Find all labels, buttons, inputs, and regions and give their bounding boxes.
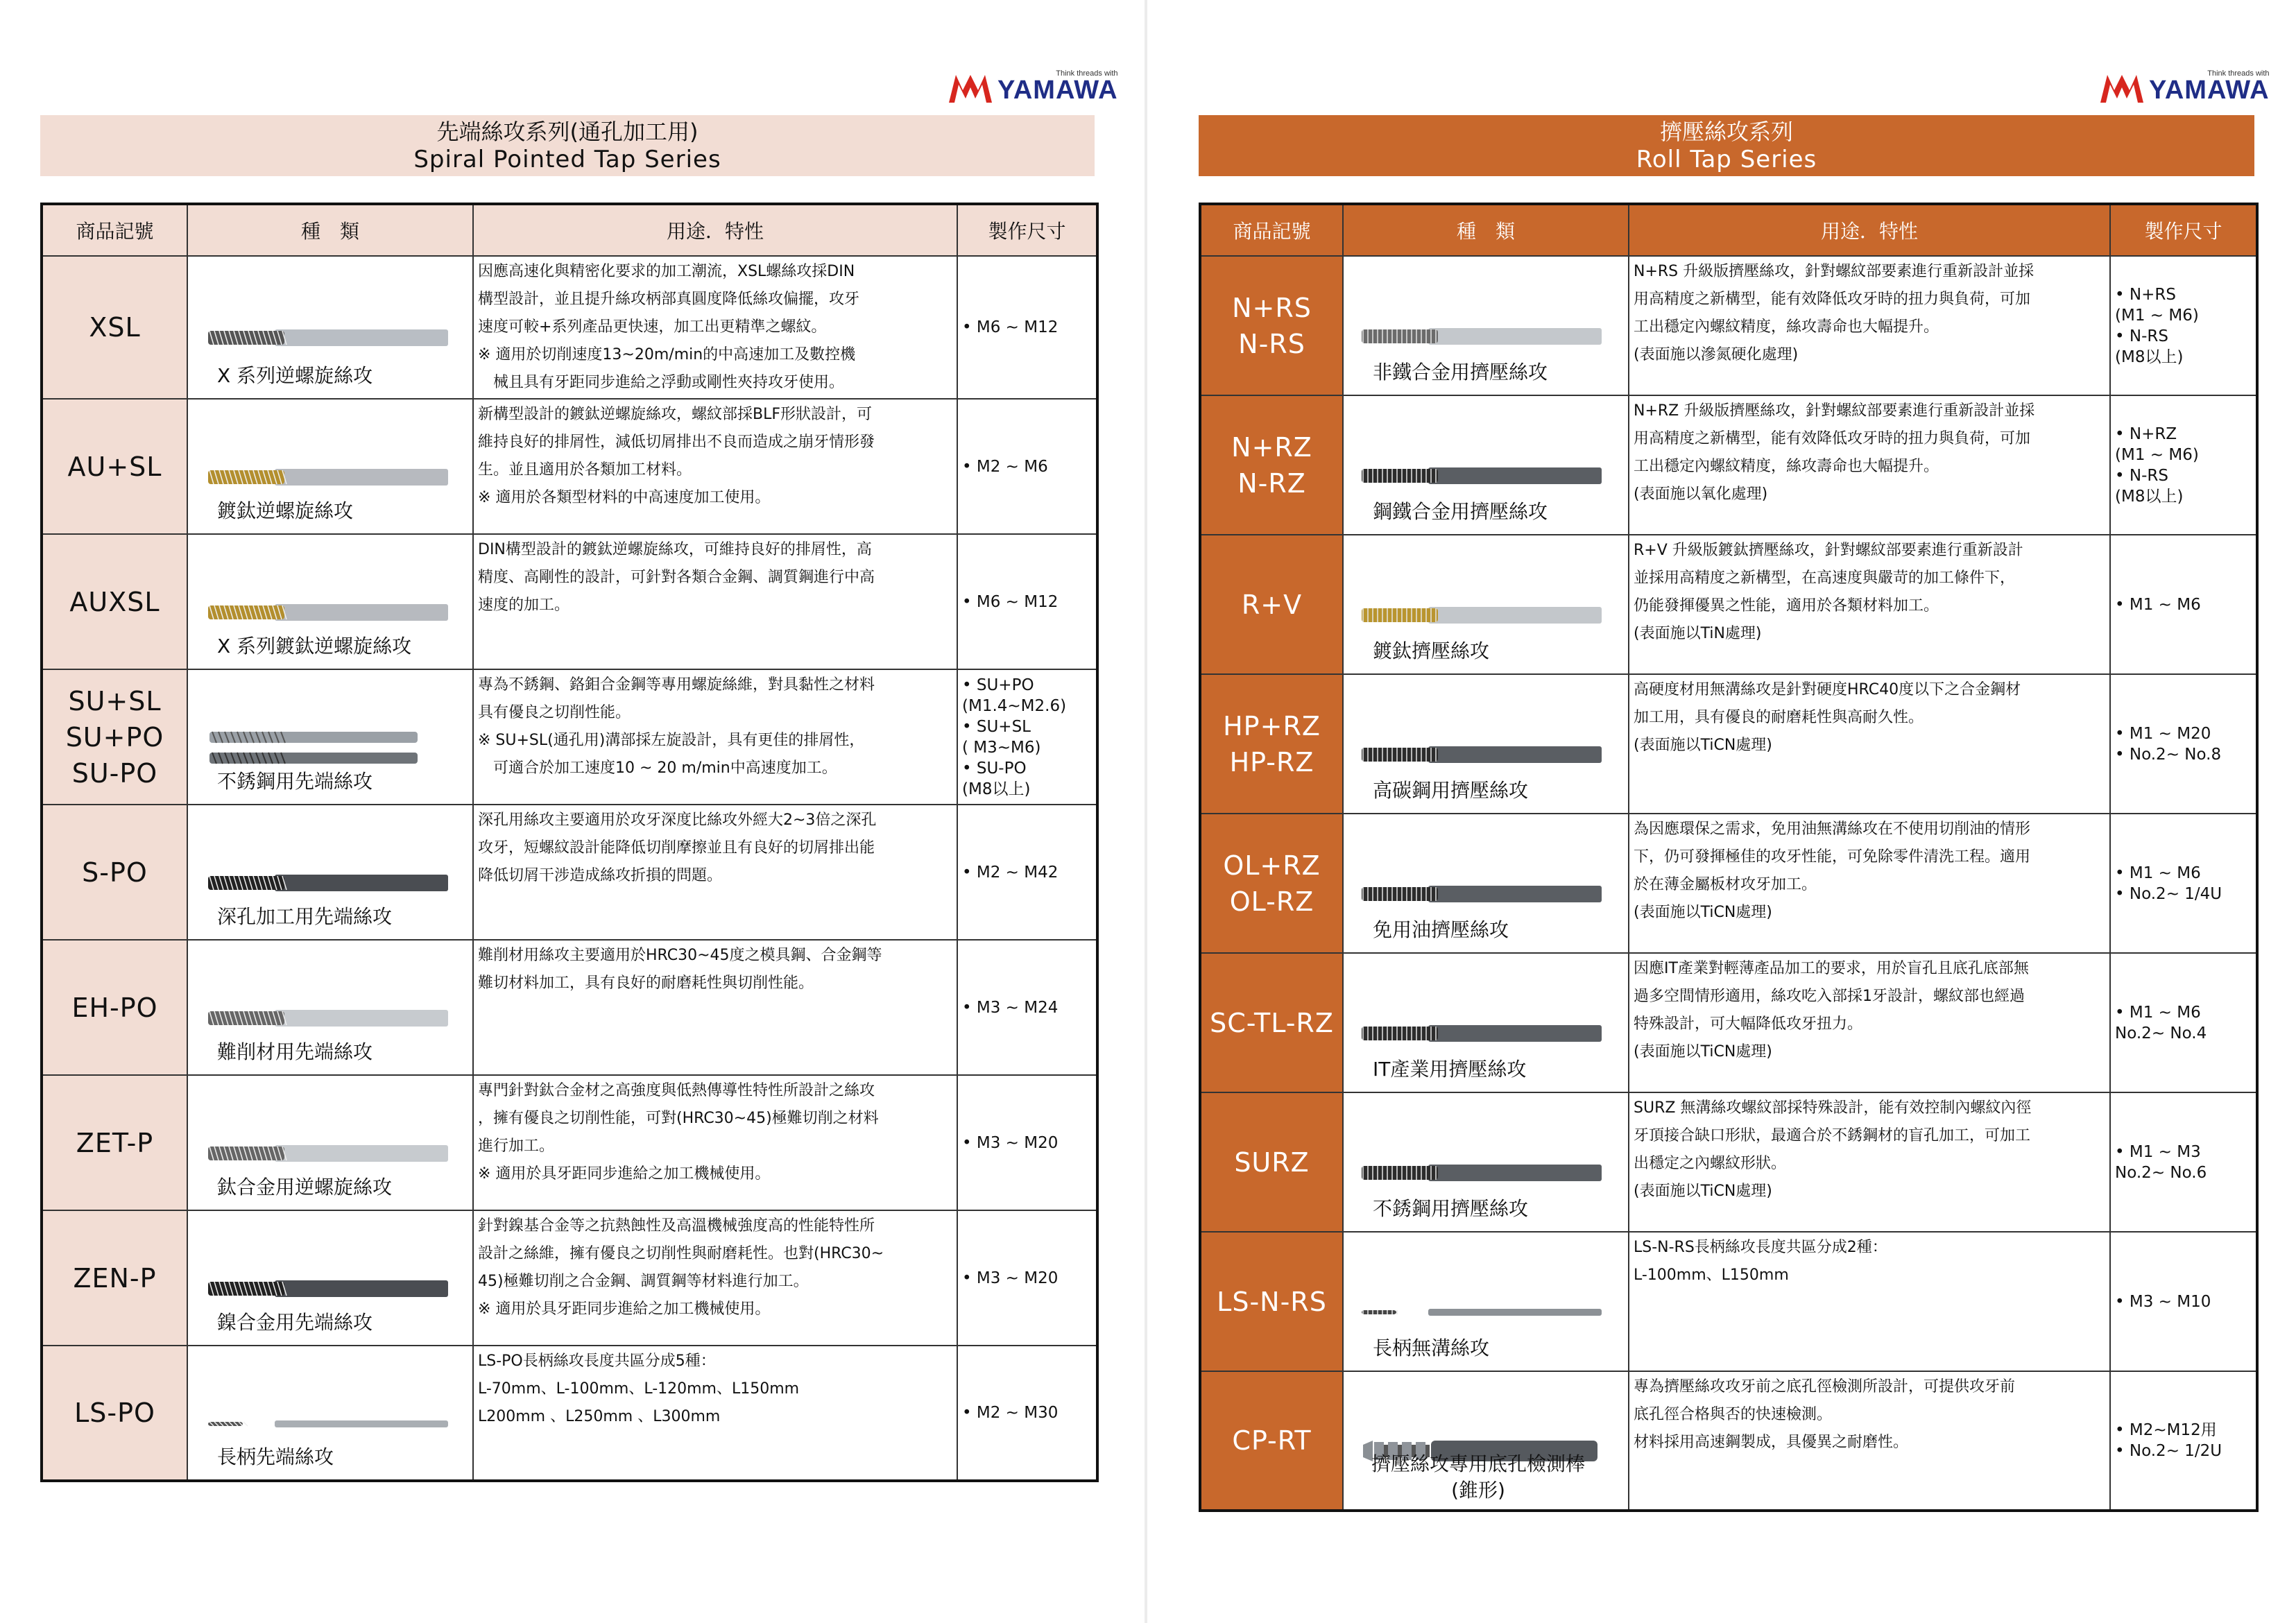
product-type <box>1343 395 1629 535</box>
product-size <box>2110 1092 2257 1232</box>
product-name: 深孔加工用先端絲攻 <box>217 905 393 928</box>
product-name: 鍍鈦擠壓絲攻 <box>1373 639 1490 662</box>
product-usage <box>473 805 957 940</box>
product-name: 不銹鋼用擠壓絲攻 <box>1373 1197 1529 1220</box>
product-size <box>2110 1232 2257 1371</box>
roll-tap-table <box>1199 203 2259 1512</box>
product-code-text: LS-PO <box>74 1398 155 1428</box>
product-usage <box>473 534 957 669</box>
table-row <box>42 399 1097 534</box>
size-text: • M1 ~ M6 No.2~ No.4 <box>2115 1003 2207 1042</box>
product-name: 長柄無溝絲攻 <box>1373 1337 1490 1359</box>
product-size <box>2110 256 2257 395</box>
header-code: 商品記號 <box>1200 204 1343 256</box>
product-size <box>957 399 1097 534</box>
product-size <box>2110 814 2257 953</box>
size-text: • M3 ~ M24 <box>962 998 1059 1017</box>
product-type <box>1343 814 1629 953</box>
brand-slogan: Think threads with <box>1056 69 1118 78</box>
product-code-text: N+RZ N-RZ <box>1231 431 1312 499</box>
spiral-tap-icon <box>202 316 459 359</box>
header-type: 種 類 <box>1343 204 1629 256</box>
product-type <box>1343 1371 1629 1511</box>
table-row <box>1200 814 2257 953</box>
product-type <box>1343 256 1629 395</box>
roll-tap-dark-icon <box>1359 873 1609 916</box>
product-code-text: AU+SL <box>67 451 162 482</box>
product-code <box>1200 1232 1343 1371</box>
product-usage <box>1629 1092 2110 1232</box>
dark-tap-icon <box>202 1267 459 1310</box>
product-usage <box>1629 535 2110 674</box>
product-size <box>2110 1371 2257 1511</box>
table-row <box>1200 953 2257 1092</box>
long-tap-icon <box>202 1402 459 1445</box>
table-row <box>42 940 1097 1075</box>
product-usage <box>473 669 957 805</box>
gold-spiral-tap-icon <box>202 591 459 634</box>
header-usage: 用途．特性 <box>473 204 957 256</box>
product-type <box>187 1346 473 1481</box>
product-code <box>42 805 187 940</box>
table-row <box>1200 395 2257 535</box>
roll-tap-dark-icon <box>1359 454 1609 497</box>
product-code-text: SU+SL SU+PO SU-PO <box>65 685 164 789</box>
product-type <box>187 534 473 669</box>
product-size <box>957 1075 1097 1210</box>
size-text: • M2 ~ M30 <box>962 1404 1059 1422</box>
size-text: • M3 ~ M20 <box>962 1269 1059 1287</box>
product-size <box>957 1346 1097 1481</box>
size-text: • M6 ~ M12 <box>962 318 1059 336</box>
product-code <box>42 1346 187 1481</box>
usage-text: 深孔用絲攻主要適用於攻牙深度比絲攻外經大2~3倍之深孔 攻牙，短螺紋設計能降低切削摩擦並且有良好的切屑排出能 降低切屑干涉造成絲攻折損的問題。 <box>478 812 877 884</box>
roll-tap-dark-icon <box>1359 1151 1609 1194</box>
usage-text: 高硬度材用無溝絲攻是針對硬度HRC40度以下之合金鋼材 加工用，具有優良的耐磨耗性與高耐久性。 (表面施以TiCN處理) <box>1634 681 2021 754</box>
product-usage <box>1629 395 2110 535</box>
product-code <box>1200 395 1343 535</box>
table-row <box>1200 1371 2257 1511</box>
usage-text: N+RS 升級版擠壓絲攻，針對螺紋部要素進行重新設計並採 用高精度之新構型，能有效降低攻牙時的扭力與負荷，可加 工出穩定內螺紋精度，絲攻壽命也大幅提升。 (表面施以滲氮硬化處理) <box>1634 263 2034 363</box>
product-code <box>1200 1092 1343 1232</box>
usage-text: 專為擠壓絲攻攻牙前之底孔徑檢測所設計，可提供攻牙前 底孔徑合格與否的快速檢測。 材料採用高速鋼製成，具優異之耐磨性。 <box>1634 1378 2016 1451</box>
usage-text: R+V 升級版鍍鈦擠壓絲攻，針對螺紋部要素進行重新設計 並採用高精度之新構型，在高速度與嚴苛的加工條件下， 仍能發揮優異之性能，適用於各類材料加工。 (表面施以TiN處理) <box>1634 542 2023 642</box>
product-code <box>42 940 187 1075</box>
size-text: • M3 ~ M10 <box>2115 1292 2211 1311</box>
product-usage <box>473 1075 957 1210</box>
header-type: 種 類 <box>187 204 473 256</box>
product-code-text: OL+RZ OL-RZ <box>1223 850 1321 917</box>
size-text: • M3 ~ M20 <box>962 1133 1059 1152</box>
product-code <box>1200 674 1343 814</box>
product-usage <box>1629 674 2110 814</box>
product-type <box>187 1075 473 1210</box>
product-code <box>1200 814 1343 953</box>
usage-text: DIN構型設計的鍍鈦逆螺旋絲攻，可維持良好的排屑性，高 精度、高剛性的設計，可針對各類合金鋼、調質鋼進行中高 速度的加工。 <box>478 541 875 614</box>
table-row <box>42 805 1097 940</box>
size-text: • SU+PO (M1.4~M2.6) • SU+SL ( M3~M6) • SU-PO (M8以上) <box>962 676 1067 798</box>
product-name: 鈦合金用逆螺旋絲攻 <box>217 1176 393 1199</box>
table-row <box>42 1346 1097 1481</box>
table-row <box>42 1075 1097 1210</box>
product-code <box>1200 256 1343 395</box>
silver-tap-icon <box>202 1132 459 1175</box>
usage-text: 針對鎳基合金等之抗熱蝕性及高溫機械強度高的性能特性所 設計之絲維，擁有優良之切削性與耐磨耗性。也對(HRC30~ 45)極難切削之合金鋼、調質鋼等材料進行加工。 ※ 適用於具牙距同步進給之加工機械使用。 <box>478 1217 884 1318</box>
product-type <box>1343 1092 1629 1232</box>
gold-spiral-tap-icon <box>202 456 459 499</box>
right-title-en: Roll Tap Series <box>1636 146 1817 173</box>
right-title-zh: 擠壓絲攻系列 <box>1659 119 1793 145</box>
product-code <box>1200 1371 1343 1511</box>
product-name: 非鐵合金用擠壓絲攻 <box>1373 361 1548 384</box>
brand-logo-left <box>949 69 1118 103</box>
table-row <box>42 256 1097 399</box>
product-code <box>42 534 187 669</box>
right-title-banner <box>1199 115 2254 176</box>
size-text: • M2~M12用 • No.2~ 1/2U <box>2115 1421 2222 1460</box>
dark-tap-icon <box>202 861 459 904</box>
product-code <box>42 1075 187 1210</box>
table-row <box>1200 1092 2257 1232</box>
product-code <box>42 1210 187 1346</box>
product-code-text: LS-N-RS <box>1217 1286 1327 1317</box>
size-text: • M1 ~ M20 • No.2~ No.8 <box>2115 724 2222 764</box>
product-type <box>187 1210 473 1346</box>
header-size: 製作尺寸 <box>2110 204 2257 256</box>
header-code: 商品記號 <box>42 204 187 256</box>
table-row <box>42 1210 1097 1346</box>
size-text: • N+RS (M1 ~ M6) • N-RS (M8以上) <box>2115 285 2199 366</box>
product-type <box>187 399 473 534</box>
product-code-text: CP-RT <box>1232 1425 1312 1456</box>
product-name: 高碳鋼用擠壓絲攻 <box>1373 779 1529 802</box>
roll-tap-gold-icon <box>1359 594 1609 637</box>
product-usage <box>1629 814 2110 953</box>
product-size <box>957 940 1097 1075</box>
long-roll-tap-icon <box>1359 1291 1609 1334</box>
product-usage <box>473 1346 957 1481</box>
product-size <box>957 1210 1097 1346</box>
product-code-text: N+RS N-RS <box>1232 292 1312 359</box>
size-text: • M1 ~ M6 <box>2115 595 2201 614</box>
product-name: 鋼鐵合金用擠壓絲攻 <box>1373 500 1548 523</box>
stainless-taps-icon <box>202 726 459 769</box>
product-type <box>1343 1232 1629 1371</box>
usage-text: 專門針對鈦合金材之高強度與低熱傳導性特性所設計之絲攻 ，擁有優良之切削性能，可對(HRC30~45)極難切削之材料 進行加工。 ※ 適用於具牙距同步進給之加工機械使用。 <box>478 1082 879 1183</box>
brand-logo-right <box>2100 69 2270 103</box>
product-size <box>957 669 1097 805</box>
product-type <box>1343 674 1629 814</box>
usage-text: SURZ 無溝絲攻螺紋部採特殊設計，能有效控制內螺紋內徑 牙頂接合缺口形狀，最適合於不銹鋼材的盲孔加工，可加工 出穩定之內螺紋形狀。 (表面施以TiCN處理) <box>1634 1099 2032 1200</box>
product-name: 鎳合金用先端絲攻 <box>217 1311 373 1334</box>
product-name: IT產業用擠壓絲攻 <box>1373 1058 1527 1081</box>
size-text: • M1 ~ M3 No.2~ No.6 <box>2115 1142 2207 1182</box>
product-usage <box>473 399 957 534</box>
size-text: • M2 ~ M6 <box>962 457 1048 476</box>
roll-tap-silver-icon <box>1359 315 1609 358</box>
product-size <box>2110 953 2257 1092</box>
product-name: 難削材用先端絲攻 <box>217 1040 373 1063</box>
product-name: 長柄先端絲攻 <box>217 1445 334 1468</box>
usage-text: LS-N-RS長柄絲攻長度共區分成2種： L-100mm、L150mm <box>1634 1239 1887 1284</box>
size-text: • N+RZ (M1 ~ M6) • N-RS (M8以上) <box>2115 424 2199 506</box>
table-row <box>1200 674 2257 814</box>
brand-name: YAMAWA <box>997 76 1118 105</box>
product-code-text: R+V <box>1241 589 1303 620</box>
product-size <box>957 256 1097 399</box>
yamawa-logo-icon <box>949 75 992 103</box>
brand-slogan: Think threads with <box>2207 69 2270 78</box>
size-text: • M1 ~ M6 • No.2~ 1/4U <box>2115 864 2222 903</box>
product-type <box>1343 535 1629 674</box>
page-divider <box>1145 0 1147 1623</box>
product-size <box>2110 395 2257 535</box>
usage-text: 為因應環保之需求，免用油無溝絲攻在不使用切削油的情形 下，仍可發揮極佳的攻牙性能，可免除零件清洗工程。適用 於在薄金屬板材攻牙加工。 (表面施以TiCN處理) <box>1634 821 2031 921</box>
roll-tap-dark-icon <box>1359 733 1609 776</box>
product-code-text: ZET-P <box>76 1127 154 1158</box>
product-type <box>187 256 473 399</box>
product-usage <box>473 1210 957 1346</box>
product-code <box>1200 953 1343 1092</box>
product-code-text: EH-PO <box>71 992 158 1023</box>
product-code-text: SURZ <box>1234 1147 1310 1178</box>
yamawa-logo-icon <box>2100 75 2143 103</box>
product-code-text: HP+RZ HP-RZ <box>1223 710 1321 778</box>
product-code-text: S-PO <box>82 857 148 888</box>
silver-tap-icon <box>202 997 459 1040</box>
product-code-text: AUXSL <box>69 586 160 617</box>
product-code <box>42 256 187 399</box>
left-title-en: Spiral Pointed Tap Series <box>413 146 721 173</box>
table-row <box>42 669 1097 805</box>
product-name: 免用油擠壓絲攻 <box>1373 918 1509 941</box>
usage-text: N+RZ 升級版擠壓絲攻，針對螺紋部要素進行重新設計並採 用高精度之新構型，能有效降低攻牙時的扭力與負荷，可加 工出穩定內螺紋精度，絲攻壽命也大幅提升。 (表面施以氧化處理) <box>1634 402 2035 503</box>
size-text: • M6 ~ M12 <box>962 592 1059 611</box>
product-size <box>957 534 1097 669</box>
table-row <box>1200 1232 2257 1371</box>
product-name: 擠壓絲攻專用底孔檢測棒 (錐形) <box>1371 1452 1586 1502</box>
product-type <box>187 669 473 805</box>
product-name: 不銹鋼用先端絲攻 <box>217 770 373 793</box>
usage-text: LS-PO長柄絲攻長度共區分成5種： L-70mm、L-100mm、L-120mm、L150mm L200mm 、L250mm 、L300mm <box>478 1352 800 1425</box>
table-row <box>42 534 1097 669</box>
product-size <box>2110 535 2257 674</box>
product-usage <box>473 940 957 1075</box>
usage-text: 因應IT產業對輕薄產品加工的要求，用於盲孔且底孔底部無 過多空間情形適用，絲攻吃入部採1牙設計，螺紋部也經過 特殊設計，可大幅降低攻牙扭力。 (表面施以TiCN處理) <box>1634 960 2029 1060</box>
product-name: X 系列逆螺旋絲攻 <box>217 364 373 387</box>
usage-text: 因應高速化與精密化要求的加工潮流，XSL螺絲攻採DIN 構型設計，並且提升絲攻柄部真圓度降低絲攻偏擺，攻牙 速度可較+系列產品更快速，加工出更精準之螺紋。 ※ 適用於切削速度13~20m/min的中高速加工及數控機 械且具有牙距同步進給之浮動或剛性夾持攻牙使用。 <box>478 263 860 391</box>
table-row <box>1200 256 2257 395</box>
usage-text: 難削材用絲攻主要適用於HRC30~45度之模具鋼、合金鋼等 難切材料加工，具有良好的耐磨耗性與切削性能。 <box>478 947 882 992</box>
usage-text: 新構型設計的鍍鈦逆螺旋絲攻，螺紋部採BLF形狀設計，可 維持良好的排屑性，減低切屑排出不良而造成之崩牙情形發 生。並且適用於各類加工材料。 ※ 適用於各類型材料的中高速度加工使用。 <box>478 406 875 506</box>
product-usage <box>1629 1371 2110 1511</box>
product-size <box>2110 674 2257 814</box>
left-title-zh: 先端絲攻系列(通孔加工用) <box>436 119 699 145</box>
spiral-tap-table <box>40 203 1099 1482</box>
brand-name: YAMAWA <box>2149 76 2270 105</box>
left-title-banner <box>40 115 1095 176</box>
product-type <box>187 940 473 1075</box>
table-row <box>1200 535 2257 674</box>
product-name: X 系列鍍鈦逆螺旋絲攻 <box>217 635 412 658</box>
product-size <box>957 805 1097 940</box>
product-type <box>1343 953 1629 1092</box>
product-code-text: XSL <box>89 312 141 343</box>
product-code <box>1200 535 1343 674</box>
product-code-text: ZEN-P <box>73 1262 157 1294</box>
product-code <box>42 669 187 805</box>
product-code <box>42 399 187 534</box>
product-code-text: SC-TL-RZ <box>1210 1007 1334 1038</box>
header-usage: 用途．特性 <box>1629 204 2110 256</box>
size-text: • M2 ~ M42 <box>962 863 1059 882</box>
product-usage <box>1629 1232 2110 1371</box>
roll-tap-dark-icon <box>1359 1012 1609 1055</box>
product-name: 鍍鈦逆螺旋絲攻 <box>217 499 354 522</box>
header-size: 製作尺寸 <box>957 204 1097 256</box>
product-usage <box>473 256 957 399</box>
usage-text: 專為不銹鋼、鉻鉬合金鋼等專用螺旋絲維，對具黏性之材料 具有優良之切削性能。 ※ SU+SL(通孔用)溝部採左旋設計，具有更佳的排屑性， 可適合於加工速度10 ~ 20 m/min中高速度加工。 <box>478 676 875 777</box>
product-usage <box>1629 953 2110 1092</box>
product-type <box>187 805 473 940</box>
product-usage <box>1629 256 2110 395</box>
